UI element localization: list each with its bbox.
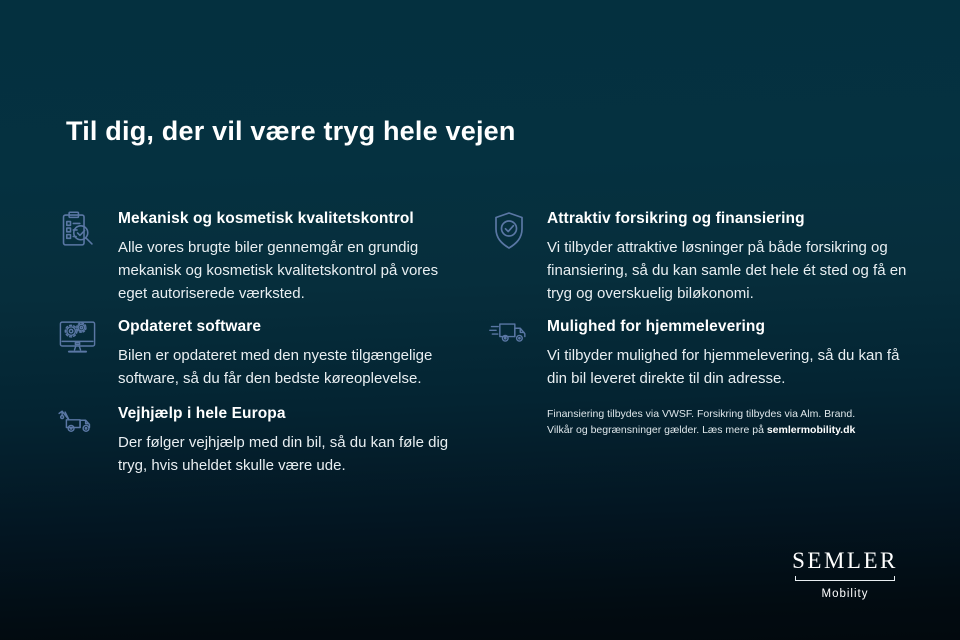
feature-body: Der følger vejhjælp med din bil, så du kan føle dig tryg, hvis uheldet skulle være ude.	[118, 434, 449, 474]
shield-check-icon	[489, 209, 529, 253]
feature-title: Vejhjælp i hele Europa	[118, 405, 286, 422]
logo-brand-text: SEMLER	[792, 548, 898, 573]
disclaimer-line1: Finansiering tilbydes via VWSF. Forsikring tilbydes via Alm. Brand.	[547, 408, 856, 420]
feature-title: Attraktiv forsikring og finansiering	[547, 210, 805, 227]
tow-truck-icon	[57, 404, 98, 435]
feature-title: Opdateret software	[118, 318, 262, 335]
disclaimer-line2-text: Vilkår og begrænsninger gælder. Læs mere på	[547, 423, 767, 436]
page-title: Til dig, der vil være tryg hele vejen	[66, 116, 516, 146]
feature-quality-control	[57, 209, 458, 305]
feature-body: Alle vores brugte biler gennemgår en grundig mekanisk og kosmetisk kvalitetskontrol på vores eget autoriserede værksted.	[118, 239, 439, 302]
disclaimer-line2	[547, 423, 907, 439]
monitor-gears-icon	[57, 317, 98, 355]
delivery-truck-icon	[489, 317, 529, 347]
logo-sub-text: Mobility	[821, 588, 869, 600]
feature-title: Mulighed for hjemmelevering	[547, 318, 766, 335]
clipboard-inspection-icon	[57, 209, 98, 250]
feature-home-delivery	[489, 317, 913, 390]
feature-body: Vi tilbyder attraktive løsninger på både forsikring og finansiering, så du kan samle det hele ét sted og få en tryg og overskuelig biløkonomi.	[547, 239, 907, 302]
feature-body: Vi tilbyder mulighed for hjemmelevering, så du kan få din bil leveret direkte til din adresse.	[547, 347, 900, 387]
feature-updated-software	[57, 317, 458, 390]
feature-body: Bilen er opdateret med den nyeste tilgængelige software, så du får den bedste køreoplevelse.	[118, 347, 433, 387]
feature-roadside-assistance	[57, 404, 458, 477]
feature-title: Mekanisk og kosmetisk kvalitetskontrol	[118, 210, 414, 227]
disclaimer	[547, 407, 907, 438]
logo-bracket-line	[795, 576, 895, 581]
semler-mobility-logo	[785, 548, 905, 600]
semlermobility-link[interactable]: semlermobility.dk	[766, 423, 856, 436]
feature-insurance-financing	[489, 209, 913, 305]
